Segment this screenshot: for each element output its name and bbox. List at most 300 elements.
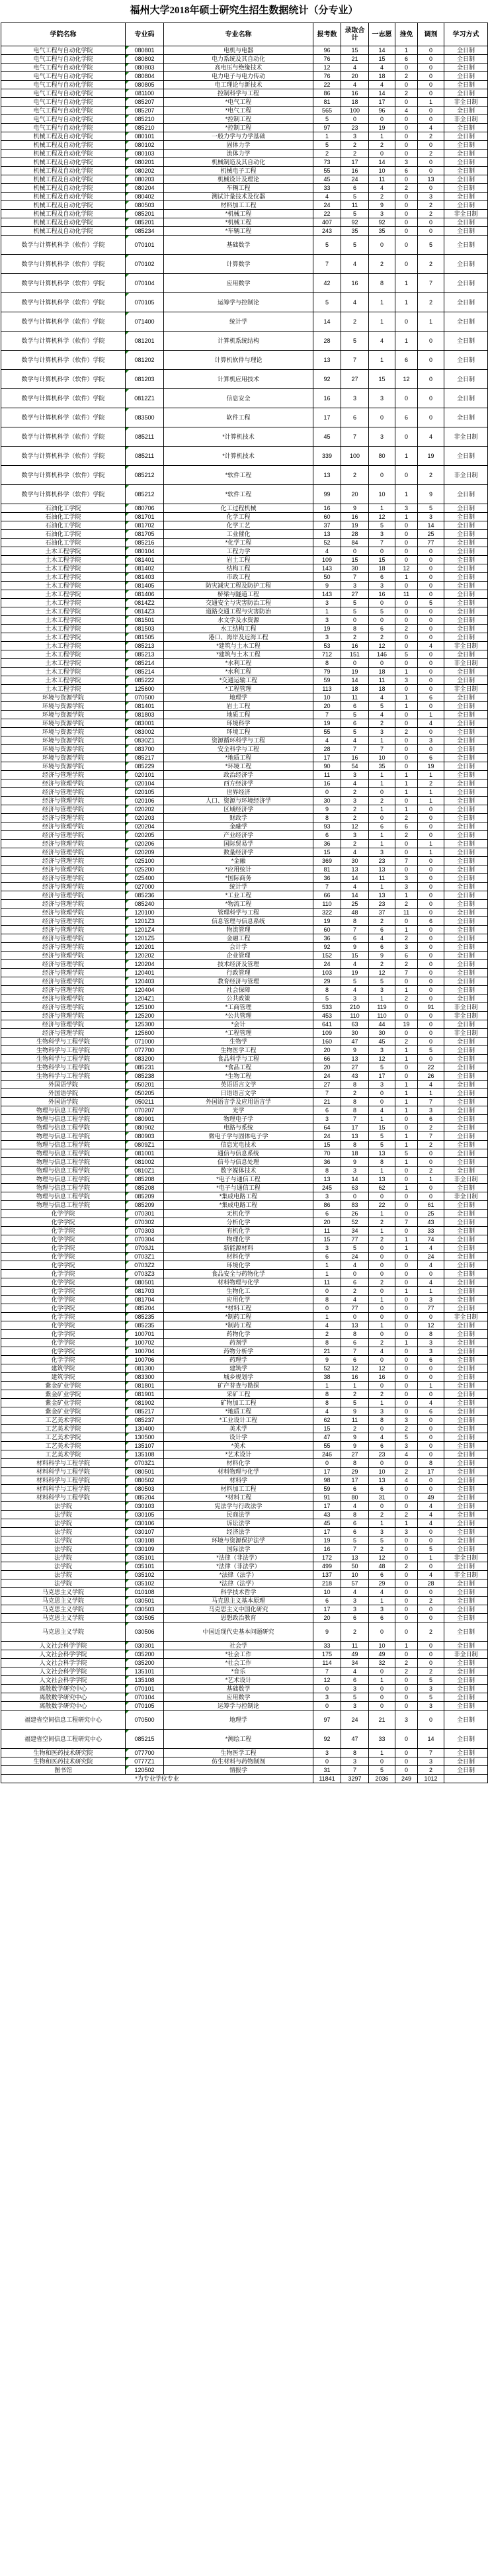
cell-study-mode: 全日制 [444, 1693, 488, 1702]
cell-major-name: 建筑学 [164, 1364, 313, 1373]
cell-admitted-total: 7 [341, 745, 369, 754]
cell-transferred: 0 [418, 107, 444, 115]
cell-study-mode: 全日制 [444, 564, 488, 573]
cell-admitted-total: 3 [341, 1597, 369, 1605]
cell-transferred: 9 [418, 485, 444, 504]
cell-major-name: *金融 [164, 857, 313, 866]
cell-recommended: 0 [395, 1330, 418, 1339]
cell-transferred: 4 [418, 1571, 444, 1579]
cell-major-code: 081402 [126, 564, 164, 573]
cell-major-code: 020209 [126, 848, 164, 857]
cell-admitted-total: 54 [341, 762, 369, 771]
cell-first-choice: 48 [369, 1562, 395, 1571]
cell-college: 化学学院 [1, 1210, 126, 1218]
cell-college: 人文社会科学学院 [1, 1650, 126, 1659]
cell-admitted-total: 7 [341, 351, 369, 370]
cell-applicants: 9 [313, 1356, 341, 1364]
cell-transferred: 2 [418, 1124, 444, 1132]
cell-study-mode: 全日制 [444, 1614, 488, 1622]
cell-major-name: 信息安全 [164, 389, 313, 408]
cell-admitted-total: 8 [341, 1749, 369, 1757]
table-row [1, 625, 488, 633]
cell-transferred: 6 [418, 1356, 444, 1364]
cell-major-code: 0703Z2 [126, 1261, 164, 1270]
table-row [1, 1038, 488, 1046]
cell-major-code: 081503 [126, 625, 164, 633]
cell-college: 法学院 [1, 1554, 126, 1562]
cell-major-name: 电力电子与电力传动 [164, 72, 313, 81]
cell-transferred: 0 [418, 1605, 444, 1614]
cell-college: 化学学院 [1, 1339, 126, 1347]
cell-study-mode: 全日制 [444, 1528, 488, 1536]
cell-major-code: 081406 [126, 590, 164, 599]
cell-applicants: 712 [313, 650, 341, 659]
cell-applicants: 6 [313, 1597, 341, 1605]
cell-college: 经济与管理学院 [1, 874, 126, 883]
cell-college: 物理与信息工程学院 [1, 1175, 126, 1184]
cell-first-choice: 0 [369, 1253, 395, 1261]
cell-transferred: 0 [418, 616, 444, 625]
cell-applicants: 13 [313, 530, 341, 539]
cell-transferred: 6 [418, 1115, 444, 1124]
cell-first-choice: 1 [369, 1597, 395, 1605]
cell-major-name: 诉讼法学 [164, 1519, 313, 1528]
cell-major-name: 电路与系统 [164, 1124, 313, 1132]
cell-admitted-total: 8 [341, 1330, 369, 1339]
cell-applicants: 1 [313, 132, 341, 141]
cell-recommended: 0 [395, 917, 418, 926]
cell-major-code: 070500 [126, 1710, 164, 1730]
cell-college: 化学学院 [1, 1270, 126, 1278]
cell-admitted-total: 3 [341, 797, 369, 805]
cell-applicants: 4 [313, 193, 341, 201]
cell-college: 电气工程与自动化学院 [1, 124, 126, 132]
cell-college: 物理与信息工程学院 [1, 1167, 126, 1175]
cell-applicants: 28 [313, 332, 341, 351]
cell-recommended: 6 [395, 952, 418, 960]
cell-study-mode: 全日制 [444, 616, 488, 625]
cell-first-choice: 9 [369, 952, 395, 960]
cell-applicants: 4 [313, 547, 341, 556]
table-row [1, 934, 488, 943]
cell-major-name: *电气工程 [164, 98, 313, 107]
cell-first-choice: 0 [369, 1622, 395, 1642]
cell-recommended: 0 [395, 132, 418, 141]
cell-study-mode: 全日制 [444, 504, 488, 513]
cell-applicants: 8 [313, 1167, 341, 1175]
cell-college: 土木工程学院 [1, 659, 126, 668]
cell-college: 土木工程学院 [1, 573, 126, 582]
cell-college: 数学与计算机科学（软件）学院 [1, 293, 126, 312]
table-row [1, 1702, 488, 1710]
cell-college: 法学院 [1, 1528, 126, 1536]
cell-recommended: 0 [395, 150, 418, 158]
cell-recommended: 0 [395, 201, 418, 210]
cell-admitted-total: 8 [341, 1511, 369, 1519]
cell-admitted-total: 24 [341, 1253, 369, 1261]
cell-study-mode: 全日制 [444, 840, 488, 848]
table-row [1, 1287, 488, 1296]
cell-recommended: 0 [395, 521, 418, 530]
cell-recommended: 11 [395, 590, 418, 599]
cell-study-mode: 全日制 [444, 150, 488, 158]
cell-admitted-total: 18 [341, 98, 369, 107]
cell-study-mode: 全日制 [444, 1296, 488, 1304]
cell-college: 物理与信息工程学院 [1, 1149, 126, 1158]
cell-major-name: 产业经济学 [164, 831, 313, 840]
table-row [1, 175, 488, 184]
cell-major-code: 1201Z3 [126, 917, 164, 926]
cell-admitted-total: 2 [341, 840, 369, 848]
cell-college: 经济与管理学院 [1, 788, 126, 797]
cell-first-choice: 4 [369, 711, 395, 719]
table-row [1, 1459, 488, 1468]
cell-applicants: 28 [313, 745, 341, 754]
cell-applicants: 322 [313, 909, 341, 917]
cell-college: 人文社会科学学院 [1, 1659, 126, 1667]
cell-applicants: 7 [313, 1089, 341, 1098]
cell-major-code: 1201Z5 [126, 934, 164, 943]
cell-major-code: 020202 [126, 805, 164, 814]
cell-college: 经济与管理学院 [1, 814, 126, 822]
cell-college: 土木工程学院 [1, 676, 126, 685]
table-row [1, 1158, 488, 1167]
cell-major-name: 矿物加工工程 [164, 1399, 313, 1407]
cell-recommended: 0 [395, 115, 418, 124]
cell-admitted-total: 30 [341, 857, 369, 866]
cell-transferred: 14 [418, 1730, 444, 1749]
cell-major-code: 020104 [126, 779, 164, 788]
table-row [1, 995, 488, 1003]
cell-admitted-total: 16 [341, 754, 369, 762]
cell-transferred: 7 [418, 1749, 444, 1757]
cell-major-code: 081702 [126, 521, 164, 530]
cell-recommended: 0 [395, 124, 418, 132]
cell-study-mode: 全日制 [444, 1020, 488, 1029]
cell-college: 电气工程与自动化学院 [1, 107, 126, 115]
table-row [1, 167, 488, 175]
cell-transferred: 0 [418, 1659, 444, 1667]
table-row [1, 1244, 488, 1253]
cell-major-name: 环境科学 [164, 719, 313, 728]
cell-college: 经济与管理学院 [1, 926, 126, 934]
cell-transferred: 0 [418, 1364, 444, 1373]
cell-recommended: 0 [395, 1554, 418, 1562]
cell-recommended: 0 [395, 685, 418, 693]
cell-recommended: 1 [395, 891, 418, 900]
cell-transferred: 0 [418, 81, 444, 89]
cell-applicants: 3 [313, 1749, 341, 1757]
table-row [1, 89, 488, 98]
cell-transferred: 0 [418, 158, 444, 167]
cell-major-name: *化学工程 [164, 539, 313, 547]
cell-transferred: 0 [418, 1476, 444, 1485]
cell-study-mode: 全日制 [444, 141, 488, 150]
cell-transferred: 0 [418, 685, 444, 693]
cell-transferred: 0 [418, 389, 444, 408]
cell-study-mode: 全日制 [444, 1502, 488, 1511]
cell-first-choice: 80 [369, 447, 395, 466]
cell-study-mode: 全日制 [444, 1485, 488, 1493]
cell-transferred: 1 [418, 788, 444, 797]
cell-transferred: 5 [418, 1046, 444, 1055]
cell-recommended: 1 [395, 332, 418, 351]
cell-applicants: 91 [313, 1493, 341, 1502]
cell-recommended: 0 [395, 1502, 418, 1511]
cell-study-mode: 全日制 [444, 1425, 488, 1433]
cell-applicants: 43 [313, 1511, 341, 1519]
cell-study-mode: 全日制 [444, 389, 488, 408]
cell-admitted-total: 0 [341, 547, 369, 556]
cell-recommended: 0 [395, 236, 418, 255]
table-row [1, 1659, 488, 1667]
cell-transferred: 0 [418, 995, 444, 1003]
cell-college: 电气工程与自动化学院 [1, 55, 126, 64]
cell-transferred: 0 [418, 1562, 444, 1571]
cell-applicants: 92 [313, 943, 341, 952]
table-row [1, 943, 488, 952]
cell-first-choice: 62 [369, 1184, 395, 1192]
cell-college: 土木工程学院 [1, 547, 126, 556]
cell-admitted-total: 14 [341, 891, 369, 900]
cell-applicants: 86 [313, 89, 341, 98]
table-row [1, 831, 488, 840]
cell-major-code: 085234 [126, 227, 164, 236]
cell-major-name: 基础数学 [164, 1685, 313, 1693]
cell-transferred: 0 [418, 1270, 444, 1278]
cell-admitted-total: 16 [341, 167, 369, 175]
cell-major-name: 材料加工工程 [164, 201, 313, 210]
cell-admitted-total: 10 [341, 1571, 369, 1579]
cell-transferred: 0 [418, 1442, 444, 1450]
cell-college: 工艺美术学院 [1, 1450, 126, 1459]
cell-applicants: 73 [313, 158, 341, 167]
cell-recommended: 0 [395, 599, 418, 607]
cell-transferred: 77 [418, 539, 444, 547]
cell-study-mode: 全日制 [444, 1235, 488, 1244]
cell-transferred: 0 [418, 167, 444, 175]
cell-recommended: 0 [395, 1407, 418, 1416]
cell-transferred: 1 [418, 1554, 444, 1562]
table-row [1, 736, 488, 745]
cell-study-mode: 全日制 [444, 891, 488, 900]
cell-transferred: 5 [418, 1693, 444, 1702]
cell-study-mode: 非全日制 [444, 1192, 488, 1201]
cell-major-name: 马克思主义中国化研究 [164, 1605, 313, 1614]
cell-admitted-total: 2 [341, 633, 369, 642]
cell-transferred: 2 [418, 1667, 444, 1676]
cell-applicants: 30 [313, 797, 341, 805]
total-transferred: 1012 [418, 1775, 444, 1783]
cell-admitted-total: 43 [341, 1072, 369, 1081]
cell-major-name: 药剂学 [164, 1339, 313, 1347]
cell-major-name: 测试计量技术及仪器 [164, 193, 313, 201]
cell-college: 石油化工学院 [1, 504, 126, 513]
cell-applicants: 7 [313, 255, 341, 274]
cell-recommended: 3 [395, 504, 418, 513]
cell-applicants: 9 [313, 582, 341, 590]
cell-study-mode: 非全日制 [444, 1571, 488, 1579]
cell-college: 生物科学与工程学院 [1, 1038, 126, 1046]
cell-major-code: 080102 [126, 141, 164, 150]
cell-major-code: 070500 [126, 693, 164, 702]
cell-admitted-total: 0 [341, 1270, 369, 1278]
cell-major-name: 设计学 [164, 1433, 313, 1442]
cell-college: 环境与资源学院 [1, 711, 126, 719]
cell-study-mode: 全日制 [444, 1433, 488, 1442]
cell-college: 化学学院 [1, 1244, 126, 1253]
table-row [1, 158, 488, 167]
cell-study-mode: 非全日制 [444, 659, 488, 668]
cell-college: 经济与管理学院 [1, 909, 126, 917]
cell-transferred: 0 [418, 969, 444, 977]
cell-recommended: 0 [395, 1321, 418, 1330]
cell-first-choice: 119 [369, 1003, 395, 1012]
cell-admitted-total: 5 [341, 210, 369, 218]
cell-study-mode: 非全日制 [444, 98, 488, 107]
table-row [1, 857, 488, 866]
cell-transferred: 0 [418, 547, 444, 556]
cell-transferred: 0 [418, 46, 444, 55]
cell-study-mode: 全日制 [444, 1659, 488, 1667]
cell-transferred: 0 [418, 1038, 444, 1046]
cell-recommended: 5 [395, 1149, 418, 1158]
cell-college: 数学与计算机科学（软件）学院 [1, 255, 126, 274]
cell-applicants: 4 [313, 1407, 341, 1416]
cell-admitted-total: 4 [341, 1261, 369, 1270]
cell-college: 物理与信息工程学院 [1, 1158, 126, 1167]
cell-first-choice: 29 [369, 1579, 395, 1588]
table-row [1, 201, 488, 210]
cell-college: 生物科学与工程学院 [1, 1072, 126, 1081]
cell-recommended: 0 [395, 1614, 418, 1622]
cell-transferred: 4 [418, 1511, 444, 1519]
cell-major-code: 125200 [126, 1012, 164, 1020]
cell-first-choice: 35 [369, 227, 395, 236]
cell-college: 机械工程及自动化学院 [1, 141, 126, 150]
cell-first-choice: 15 [369, 370, 395, 389]
cell-major-name: 仿生材料与药物制剂 [164, 1757, 313, 1766]
cell-major-code: 020106 [126, 797, 164, 805]
cell-college: 马克思主义学院 [1, 1622, 126, 1642]
cell-study-mode: 全日制 [444, 1685, 488, 1693]
cell-applicants: 17 [313, 408, 341, 427]
cell-transferred: 6 [418, 754, 444, 762]
cell-recommended: 1 [395, 1244, 418, 1253]
cell-first-choice: 8 [369, 1158, 395, 1167]
cell-major-name: 科学技术哲学 [164, 1588, 313, 1597]
cell-college: 石油化工学院 [1, 521, 126, 530]
table-row [1, 1597, 488, 1605]
cell-admitted-total: 0 [341, 659, 369, 668]
cell-first-choice: 22 [369, 1201, 395, 1210]
cell-study-mode: 全日制 [444, 332, 488, 351]
cell-study-mode: 非全日制 [444, 1650, 488, 1659]
table-row [1, 1364, 488, 1373]
cell-major-name: *建筑与土木工程 [164, 650, 313, 659]
cell-first-choice: 3 [369, 986, 395, 995]
cell-major-name: *测绘工程 [164, 1730, 313, 1749]
table-row [1, 1614, 488, 1622]
cell-college: 经济与管理学院 [1, 995, 126, 1003]
cell-first-choice: 13 [369, 1175, 395, 1184]
cell-applicants: 31 [313, 1766, 341, 1775]
cell-first-choice: 1 [369, 1296, 395, 1304]
cell-applicants: 143 [313, 564, 341, 573]
cell-admitted-total: 13 [341, 1321, 369, 1330]
cell-study-mode: 全日制 [444, 814, 488, 822]
cell-first-choice: 21 [369, 1710, 395, 1730]
cell-study-mode: 全日制 [444, 175, 488, 184]
cell-admitted-total: 2 [341, 1425, 369, 1433]
cell-major-name: 控制科学与工程 [164, 89, 313, 98]
cell-first-choice: 1 [369, 293, 395, 312]
cell-applicants: 81 [313, 98, 341, 107]
cell-study-mode: 全日制 [444, 1063, 488, 1072]
cell-recommended: 0 [395, 175, 418, 184]
cell-transferred: 0 [418, 1588, 444, 1597]
cell-major-code: 080104 [126, 547, 164, 556]
cell-college: 数学与计算机科学（软件）学院 [1, 408, 126, 427]
table-row [1, 141, 488, 150]
cell-admitted-total: 2 [341, 788, 369, 797]
cell-college: 生物和医药技术研究院 [1, 1749, 126, 1757]
cell-applicants: 15 [313, 848, 341, 857]
cell-college: 环境与资源学院 [1, 719, 126, 728]
cell-first-choice: 3 [369, 1081, 395, 1089]
cell-major-name: *软件工程 [164, 466, 313, 485]
cell-admitted-total: 8 [341, 1098, 369, 1106]
cell-applicants: 21 [313, 1098, 341, 1106]
table-row [1, 754, 488, 762]
cell-recommended: 1 [395, 926, 418, 934]
cell-admitted-total: 6 [341, 184, 369, 193]
cell-transferred: 0 [418, 564, 444, 573]
cell-applicants: 37 [313, 521, 341, 530]
cell-recommended: 0 [395, 848, 418, 857]
table-row [1, 1089, 488, 1098]
table-row [1, 1278, 488, 1287]
cell-recommended: 0 [395, 64, 418, 72]
cell-admitted-total: 24 [341, 1710, 369, 1730]
cell-transferred: 0 [418, 943, 444, 952]
cell-recommended: 0 [395, 1605, 418, 1614]
total-applicants: 11841 [313, 1775, 341, 1783]
cell-first-choice: 2 [369, 797, 395, 805]
cell-study-mode: 全日制 [444, 1676, 488, 1685]
table-row [1, 1528, 488, 1536]
table-row [1, 633, 488, 642]
cell-major-code: 027000 [126, 883, 164, 891]
cell-college: 人文社会科学学院 [1, 1667, 126, 1676]
cell-applicants: 59 [313, 1485, 341, 1493]
cell-major-code: 085235 [126, 1313, 164, 1321]
cell-major-name: 材料化学 [164, 1459, 313, 1468]
cell-first-choice: 0 [369, 1702, 395, 1710]
cell-recommended: 11 [395, 909, 418, 917]
table-row [1, 1072, 488, 1081]
cell-transferred: 2 [418, 466, 444, 485]
cell-study-mode: 全日制 [444, 590, 488, 599]
table-row [1, 1098, 488, 1106]
table-row [1, 1442, 488, 1450]
cell-applicants: 24 [313, 1132, 341, 1141]
cell-transferred: 0 [418, 659, 444, 668]
cell-transferred: 7 [418, 274, 444, 293]
cell-college: 生物和医药技术研究院 [1, 1757, 126, 1766]
cell-study-mode: 全日制 [444, 728, 488, 736]
cell-transferred: 43 [418, 1218, 444, 1227]
